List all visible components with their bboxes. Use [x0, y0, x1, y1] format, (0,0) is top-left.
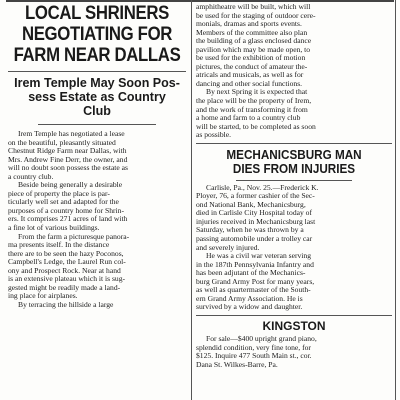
- article-line: be used for the staging of outdoor cere-: [196, 11, 316, 20]
- article-line: in the 187th Pennsylvania Infantry and: [196, 260, 314, 269]
- article-line: and severely injured.: [196, 243, 260, 252]
- subhead-line: Club: [83, 104, 111, 118]
- headline-rule: [8, 71, 186, 72]
- article-line: Chestnut Ridge Farm near Dallas, with: [8, 147, 127, 156]
- article-line: ing place for airplanes.: [8, 292, 78, 301]
- headline-line: FARM NEAR DALLAS: [13, 44, 181, 66]
- article-line: will no doubt soon possess the estate as: [8, 164, 129, 173]
- article-line: as possible.: [196, 131, 232, 140]
- kingston-heading: KINGSTON: [262, 318, 326, 333]
- article-line: as well as quartermaster of the South-: [196, 286, 311, 295]
- article-line: injuries received in Mechanicsburg last: [196, 217, 316, 226]
- ad-line: For sale—$400 upright grand piano,: [206, 334, 317, 343]
- article-line: piece of property the place is par-: [8, 189, 110, 198]
- article-line: Beside being generally a desirable: [18, 181, 123, 190]
- headline-line: MECHANICSBURG MAN: [226, 146, 362, 162]
- article-line: and the work of transforming it from: [196, 105, 308, 114]
- section-rule: [196, 143, 392, 144]
- article-line: By terracing the hillside a large: [18, 300, 114, 309]
- subhead-rule: [38, 124, 156, 125]
- article-line: gested might be readily made a land-: [8, 283, 121, 292]
- article-line: a country club.: [8, 172, 54, 181]
- headline-line: NEGOTIATING FOR: [21, 23, 173, 45]
- left-column: [8, 0, 186, 309]
- article-line: a home and farm to a country club: [196, 114, 301, 123]
- ad-line: splendid condition, very fine tone, for: [196, 343, 311, 352]
- mechanicsburg-headline: [197, 148, 391, 177]
- shriners-subhead: [8, 76, 186, 118]
- article-line: ma presents itself. In the distance: [8, 241, 110, 250]
- shriners-headline: [10, 3, 184, 66]
- article-line: burg Grand Army Post for many years,: [196, 277, 315, 286]
- article-line: dancing and other social functions.: [196, 79, 303, 88]
- article-line: He was a civil war veteran serving: [206, 252, 312, 261]
- headline-line: DIES FROM INJURIES: [232, 161, 356, 177]
- article-line: ticularly well set and adapted for the: [8, 198, 119, 207]
- shriners-article-continuation: [196, 3, 392, 140]
- headline-line: LOCAL SHRINERS: [25, 2, 169, 24]
- article-line: purposes of a country home for Shrin-: [8, 206, 124, 215]
- article-line: Members of the committee also plan: [196, 28, 308, 37]
- article-line: Carlisle, Pa., Nov. 25.—Frederick K.: [206, 183, 319, 192]
- article-line: has been adjutant of the Mechanics-: [196, 269, 306, 278]
- article-line: on the beautiful, pleasantly situated: [8, 138, 116, 147]
- article-line: the place will be the property of Irem,: [196, 97, 312, 106]
- shriners-article-body: [8, 130, 186, 309]
- article-line: pavilion which may be made open, to: [196, 45, 311, 54]
- article-line: died in Carlisle City Hospital today of: [196, 209, 313, 218]
- mechanicsburg-article-body: [196, 184, 392, 312]
- article-line: is an extensive plateau which it is sug-: [8, 275, 126, 284]
- article-line: passing automobile under a trolley car: [196, 235, 313, 244]
- subhead-line: sess Estate as Country: [28, 90, 166, 104]
- ad-line: $125. Inquire 477 South Main st., cor.: [196, 352, 312, 361]
- article-line: pictures, the conduct of amateur the-: [196, 62, 308, 71]
- article-line: monials, dramas and sports events.: [196, 20, 302, 29]
- column-divider: [191, 0, 192, 400]
- article-line: Campbell's Ledge, the Laurel Run col-: [8, 258, 126, 267]
- article-line: ony and Prospect Rock. Near at hand: [8, 266, 121, 275]
- article-line: amphitheatre will be built, which will: [196, 3, 311, 11]
- article-line: survived by a widow and daughter.: [196, 303, 303, 312]
- ad-line: Dana St. Wilkes-Barre, Pa.: [196, 360, 278, 369]
- article-line: From the farm a picturesque panora-: [18, 232, 130, 241]
- article-line: atricals and musicals, as well as for: [196, 71, 304, 80]
- right-column: [196, 0, 392, 369]
- section-rule: [196, 315, 392, 316]
- headline-rule: [236, 180, 352, 181]
- right-edge-rule: [395, 0, 396, 400]
- article-line: will be started, to be completed as soon: [196, 122, 316, 131]
- article-line: ond National Bank, Mechanicsburg,: [196, 200, 306, 209]
- article-line: Irem Temple has negotiated a lease: [18, 130, 125, 138]
- article-line: By next Spring it is expected that: [206, 88, 308, 97]
- article-line: be used for the exhibition of motion: [196, 54, 306, 63]
- article-line: there are to be seen the hazy Poconos,: [8, 249, 124, 258]
- article-line: ern Grand Army Association. He is: [196, 294, 303, 303]
- article-line: ers. It comprises 271 acres of land with: [8, 215, 128, 224]
- article-line: Ployer, 76, a former cashier of the Sec-: [196, 192, 315, 201]
- subhead-line: Irem Temple May Soon Pos-: [14, 76, 180, 90]
- kingston-ad-body: [196, 335, 392, 369]
- article-line: Mrs. Andrew Fine Derr, the owner, and: [8, 155, 128, 164]
- article-line: Saturday, when he was thrown by a: [196, 226, 304, 235]
- article-line: a fine lot of various buildings.: [8, 224, 100, 233]
- article-line: the building of a glass enclosed dance: [196, 37, 312, 46]
